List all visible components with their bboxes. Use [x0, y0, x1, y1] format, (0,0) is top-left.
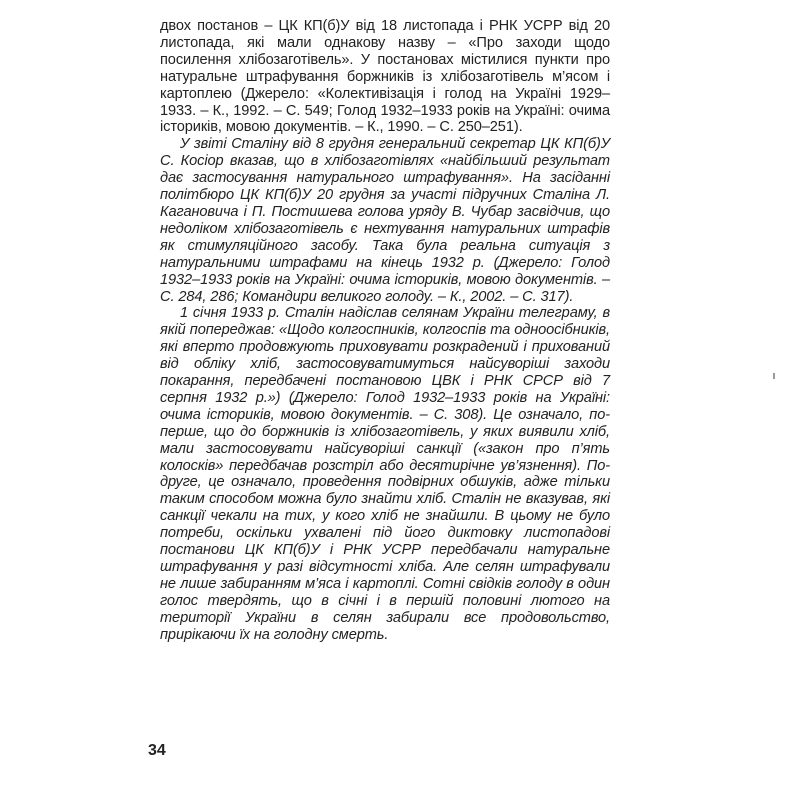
- page-number: 34: [148, 742, 166, 759]
- paragraph-2: У звіті Сталіну від 8 грудня генеральний секретар ЦК КП(б)У С. Косіор вказав, що в хлібозаготівлях «найбільший результат дає застосування натурального штрафування». На засіданні політбюро ЦК КП(б)У 20 грудня за участі підручних Сталіна Л. Кагановича і П. Постишева голова уряду В. Чубар засвідчив, що недоліком хлібозаготівель є нехтування натуральних штрафів як стимуляційного засобу. Така була реальна ситуація з натуральними штрафами на кінець 1932 р. (Джерело: Голод 1932–1933 років на Україні: очима істориків, мовою документів. – С. 284, 286; Командири великого голоду. – К., 2002. – С. 317).: [160, 136, 610, 305]
- paragraph-1: двох постанов – ЦК КП(б)У від 18 листопада і РНК УСРР від 20 листопада, які мали однакову назву – «Про заходи щодо посилення хлібозаготівель». У постановах містилися пункти про натуральне штрафування боржників із хлібозаготівель м’ясом і картоплею (Джерело: «Колективізація і голод на Україні 1929–1933. – К., 1992. – С. 549; Голод 1932–1933 років на Україні: очима істориків, мовою документів. – К., 1990. – С. 250–251).: [160, 18, 610, 136]
- page-text: [160, 18, 610, 644]
- scan-speck: [773, 373, 775, 379]
- paragraph-3: 1 січня 1933 р. Сталін надіслав селянам України телеграму, в якій попереджав: «Щодо колгоспників, колгоспів та одноосібників, які вперто продовжують приховувати розкрадений і прихований від обліку хліб, застосовуватимуться найсуворіші заходи покарання, передбачені постановою ЦВК і РНК СРСР від 7 серпня 1932 р.») (Джерело: Голод 1932–1933 років на Україні: очима істориків, мовою документів. – С. 308). Це означало, по-перше, що до боржників із хлібозаготівель, у яких виявили хліб, мали застосовувати найсуворіші санкції («закон про п’ять колосків» передбачав розстріл або десятирічне ув’язнення). По-друге, це означало, проведення подвірних обшуків, адже тільки таким способом можна було знайти хліб. Сталін не вказував, які санкції чекали на тих, у кого хліб не знайшли. В цьому не було потреби, оскільки ухвалені під його диктовку листопадові постанови ЦК КП(б)У і РНК УСРР передбачали натуральне штрафування у разі відсутності хліба. Але селян штрафували не лише забиранням м’яса і картоплі. Сотні свідків голоду в один голос твердять, що в січні і в першій половині лютого на території України в селян забирали все продовольство, прирікаючи їх на голодну смерть.: [160, 305, 610, 643]
